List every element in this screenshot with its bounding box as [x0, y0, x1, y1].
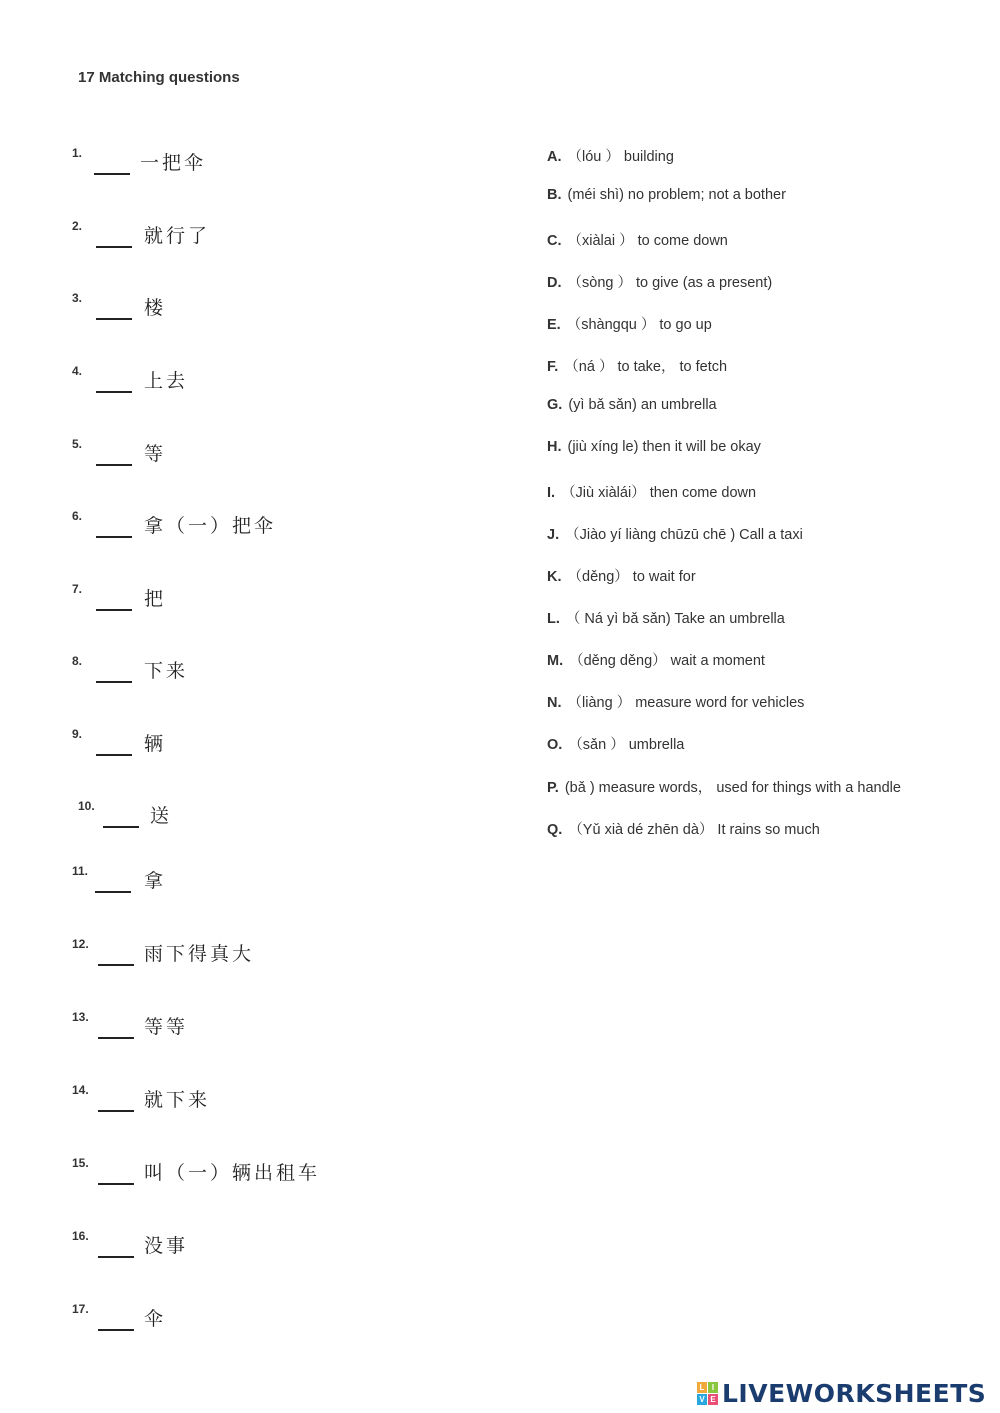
question-item: [72, 291, 372, 321]
question-number: 16.: [72, 1229, 89, 1243]
question-number: 8.: [72, 654, 83, 668]
question-item: [72, 937, 372, 967]
answer-input[interactable]: [98, 1307, 134, 1331]
answer-input[interactable]: [94, 151, 130, 175]
option-text: (méi shì) no problem; not a bother: [567, 187, 786, 203]
answer-input[interactable]: [96, 659, 132, 683]
answer-input[interactable]: [96, 442, 132, 466]
option-item: [547, 355, 727, 376]
option-letter: I.: [547, 485, 556, 501]
question-item: [72, 364, 372, 394]
option-text: （děng děng） wait a moment: [569, 653, 765, 669]
option-item: [547, 145, 674, 166]
logo-letter: I: [708, 1382, 718, 1393]
option-letter: P.: [547, 780, 559, 796]
option-text: （sǎn ） umbrella: [568, 737, 685, 753]
option-letter: O.: [547, 737, 563, 753]
option-text: （shàngqu ） to go up: [566, 317, 712, 333]
question-item: [72, 727, 372, 757]
liveworksheets-logo: [697, 1378, 997, 1408]
question-item: [72, 1229, 372, 1259]
answer-input[interactable]: [96, 587, 132, 611]
question-number: 12.: [72, 937, 89, 951]
question-number: 2.: [72, 219, 83, 233]
logo-letter: V: [697, 1394, 707, 1405]
question-number: 17.: [72, 1302, 89, 1316]
question-text: 雨下得真大: [144, 943, 255, 965]
option-item: [547, 733, 684, 754]
answer-input[interactable]: [96, 296, 132, 320]
answer-input[interactable]: [98, 1161, 134, 1185]
option-text: （Jiù xiàlái） then come down: [561, 485, 757, 501]
question-number: 14.: [72, 1083, 89, 1097]
option-item: [547, 271, 772, 292]
option-letter: N.: [547, 695, 562, 711]
option-item: [547, 229, 728, 250]
answer-input[interactable]: [103, 804, 139, 828]
option-letter: L.: [547, 611, 560, 627]
question-text: 下来: [144, 660, 189, 682]
question-text: 一把伞: [140, 152, 207, 174]
answer-input[interactable]: [96, 732, 132, 756]
question-item: [72, 582, 372, 612]
question-text: 等: [144, 443, 167, 465]
question-item: [72, 437, 372, 467]
question-text: 就下来: [144, 1089, 211, 1111]
option-text: （sòng ） to give (as a present): [567, 275, 773, 291]
option-item: [547, 649, 765, 670]
answer-input[interactable]: [98, 1234, 134, 1258]
question-text: 就行了: [144, 225, 211, 247]
option-text: (jiù xíng le) then it will be okay: [567, 439, 761, 455]
answer-input[interactable]: [98, 942, 134, 966]
question-number: 1.: [72, 146, 83, 160]
option-letter: F.: [547, 359, 559, 375]
question-number: 11.: [72, 864, 89, 878]
option-letter: M.: [547, 653, 564, 669]
option-letter: G.: [547, 397, 563, 413]
option-item: [547, 818, 820, 839]
question-number: 9.: [72, 727, 83, 741]
option-item: [547, 481, 756, 502]
question-number: 4.: [72, 364, 83, 378]
question-text: 伞: [144, 1308, 167, 1330]
option-item: [547, 439, 761, 455]
option-item: [547, 187, 786, 203]
logo-mark-icon: [697, 1382, 718, 1405]
question-item: [72, 509, 372, 539]
option-text: （ná ） to take， to fetch: [564, 359, 728, 375]
option-text: （ Ná yì bǎ sǎn) Take an umbrella: [565, 611, 785, 627]
option-letter: A.: [547, 149, 562, 165]
question-number: 3.: [72, 291, 83, 305]
answer-input[interactable]: [98, 1088, 134, 1112]
option-letter: H.: [547, 439, 562, 455]
question-text: 等等: [144, 1016, 189, 1038]
option-text: （lóu ） building: [567, 149, 674, 165]
option-item: [547, 607, 785, 628]
question-number: 5.: [72, 437, 83, 451]
question-text: 没事: [144, 1235, 189, 1257]
option-text: （Jiào yí liàng chūzū chē ) Call a taxi: [565, 527, 803, 543]
question-text: 拿（一）把伞: [144, 515, 277, 537]
question-text: 送: [150, 805, 173, 827]
option-text: （Yǔ xià dé zhēn dà） It rains so much: [568, 822, 820, 838]
question-text: 辆: [144, 733, 167, 755]
option-item: [547, 313, 712, 334]
option-item: [547, 523, 803, 544]
question-text: 叫（一）辆出租车: [144, 1162, 321, 1184]
question-item: [72, 1302, 372, 1332]
question-item: [72, 1156, 372, 1186]
option-letter: C.: [547, 233, 562, 249]
answer-input[interactable]: [98, 1015, 134, 1039]
question-text: 楼: [144, 297, 167, 319]
option-letter: B.: [547, 187, 562, 203]
question-number: 6.: [72, 509, 83, 523]
question-item: [72, 799, 372, 829]
question-item: [72, 1083, 372, 1113]
option-text: （liàng ） measure word for vehicles: [567, 695, 805, 711]
logo-letter: L: [697, 1382, 707, 1393]
option-item: [547, 397, 717, 413]
question-item: [72, 864, 372, 894]
answer-input[interactable]: [96, 369, 132, 393]
option-text: （děng） to wait for: [567, 569, 696, 585]
question-item: [72, 146, 372, 176]
question-number: 13.: [72, 1010, 89, 1024]
option-letter: J.: [547, 527, 560, 543]
option-item: [547, 776, 901, 797]
option-letter: K.: [547, 569, 562, 585]
option-item: [547, 691, 804, 712]
option-text: (yì bǎ sǎn) an umbrella: [568, 397, 717, 413]
question-text: 拿: [144, 870, 167, 892]
question-number: 15.: [72, 1156, 89, 1170]
option-letter: E.: [547, 317, 561, 333]
option-text: (bǎ ) measure words， used for things with a handle: [564, 780, 901, 796]
question-item: [72, 219, 372, 249]
answer-input[interactable]: [95, 869, 131, 893]
question-number: 10.: [78, 799, 95, 813]
logo-text: LIVEWORKSHEETS: [722, 1378, 987, 1408]
option-item: [547, 565, 696, 586]
question-item: [72, 1010, 372, 1040]
question-text: 把: [144, 588, 167, 610]
option-letter: Q.: [547, 822, 563, 838]
question-item: [72, 654, 372, 684]
question-text: 上去: [144, 370, 189, 392]
answer-input[interactable]: [96, 514, 132, 538]
page-title: 17 Matching questions: [78, 69, 240, 86]
answer-input[interactable]: [96, 224, 132, 248]
option-letter: D.: [547, 275, 562, 291]
logo-letter: E: [708, 1394, 718, 1405]
question-number: 7.: [72, 582, 83, 596]
option-text: （xiàlai ） to come down: [567, 233, 728, 249]
